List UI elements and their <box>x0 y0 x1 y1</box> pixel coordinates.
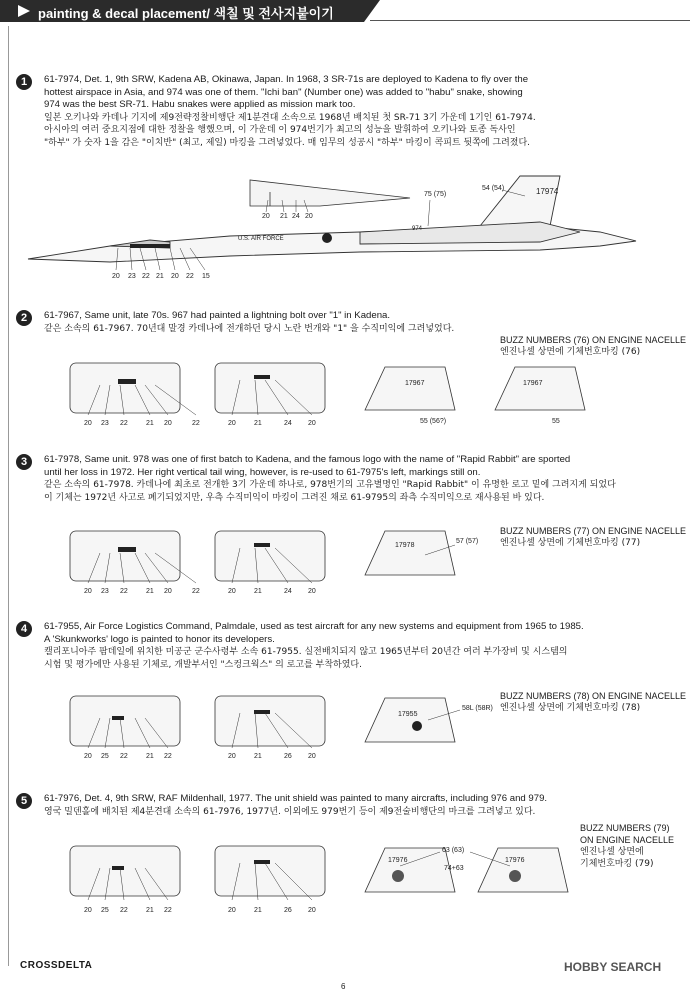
label: 21 <box>146 907 154 914</box>
label: 22 <box>164 753 172 760</box>
tail-number: 17974 <box>536 187 559 196</box>
label: 20 <box>228 420 236 427</box>
label: 21 <box>146 420 154 427</box>
label: 22 <box>192 420 200 427</box>
label: 21 <box>146 753 154 760</box>
buzz-en: BUZZ NUMBERS (78) ON ENGINE NACELLE <box>500 691 687 701</box>
callout: 54 (54) <box>482 185 505 192</box>
label: 20 <box>308 753 316 760</box>
ko-line: 이 기체는 1972년 사고로 폐기되었지만, 우측 수직미익이 마킹이 그려진 채로 61-9795의 좌측 수직미익으로 재사용된 바 있다. <box>44 492 545 503</box>
unit-shield-icon <box>509 870 521 882</box>
label: 22 <box>192 588 200 595</box>
label: 20 <box>84 907 92 914</box>
en-line: hottest airspace in Asia, and 974 was one of them. "Ichi ban" (Number one) was added to "habu" snake, showing <box>44 86 523 98</box>
label: 21 <box>254 588 262 595</box>
tail-number: 17967 <box>405 380 425 387</box>
label: 20 <box>84 588 92 595</box>
callout: 63 (63) <box>442 847 465 854</box>
en-line: 61-7955, Air Force Logistics Command, Palmdale, used as test aircraft for any new systems and equipment from 1965 to 1985. <box>44 621 584 632</box>
brand-logo: CROSSDELTA <box>20 960 93 971</box>
sr71-side-view <box>0 160 690 290</box>
section-text <box>44 74 664 149</box>
label: 20 <box>228 907 236 914</box>
en-line: A 'Skunkworks' logo is painted to honor its developers. <box>44 633 275 645</box>
buzz-ko: 기체번호마킹 (79) <box>580 859 654 869</box>
label: 20 <box>171 273 179 280</box>
tail-number: 17976 <box>388 857 408 864</box>
callout: 57 (57) <box>456 538 479 545</box>
label: 21 <box>254 420 262 427</box>
section-number: 5 <box>16 793 32 809</box>
callout: 74+63 <box>444 865 464 872</box>
buzz-ko: 엔진나셀 상면에 기체번호마킹 (77) <box>500 538 641 548</box>
watermark: HOBBY SEARCH <box>564 960 662 974</box>
callout: 55 <box>552 418 560 425</box>
label: 22 <box>120 907 128 914</box>
label: 20 <box>228 753 236 760</box>
page-header <box>0 0 690 22</box>
buzz-en: BUZZ NUMBERS (76) ON ENGINE NACELLE <box>500 335 687 345</box>
nacelle-number: 974 <box>412 226 423 232</box>
en-line: 61-7974, Det. 1, 9th SRW, Kadena AB, Okinawa, Japan. In 1968, 3 SR-71s are deployed to Kadena to fly over the <box>44 74 529 85</box>
label: 20 <box>84 420 92 427</box>
callout: 55 (56?) <box>420 418 447 425</box>
ko-line: 캘리포니아주 팜데일에 위치한 미공군 군수사령부 소속 61-7955. 실전배치되지 않고 1965년부터 20년간 여러 부가장비 및 시스템의 <box>44 647 568 657</box>
label: 20 <box>112 273 120 280</box>
en-line: 61-7978, Same unit. 978 was one of first batch to Kadena, and the famous logo with the name of "Rapid Rabbit" are sported <box>44 454 571 465</box>
tail-number: 17976 <box>505 857 525 864</box>
section-number: 2 <box>16 310 32 326</box>
buzz-en: BUZZ NUMBERS (77) ON ENGINE NACELLE <box>500 526 687 536</box>
cockpit-mark <box>130 244 170 248</box>
label: 23 <box>101 588 109 595</box>
label: 21 <box>254 907 262 914</box>
label: 24 <box>284 588 292 595</box>
ko-line: 아시아의 여러 중요지점에 대한 정찰을 행했으며, 이 가운데 이 974번기가 최고의 성능을 발휘하여 오키나와 토종 독사인 <box>44 125 516 135</box>
en-line: 61-7976, Det. 4, 9th SRW, RAF Mildenhall, 1977. The unit shield was painted to many aircrafts, including 976 and 979. <box>44 793 548 804</box>
section-text <box>44 621 664 671</box>
section-text <box>44 793 664 818</box>
ko-line: 일본 오키나와 카데나 기지에 제9전략정찰비행단 제1분견대 소속으로 1968년 배치된 첫 SR-71 3기 가운데 1기인 61-7974. <box>44 112 536 123</box>
section-text <box>44 310 664 335</box>
label: 20 <box>308 907 316 914</box>
ko-line: 영국 밀덴홀에 배치된 제4분견대 소속의 61-7976, 1977년. 이외에도 979번기 등이 제9전술비행단의 마크를 그려넣고 있다. <box>44 806 536 817</box>
label: 22 <box>186 273 194 280</box>
en-line: until her loss in 1972. Her right vertical tail wing, however, is re-used to 61-7975's left, markings still on. <box>44 466 481 478</box>
label: 26 <box>284 753 292 760</box>
section-5-diagrams <box>0 840 690 920</box>
label: 22 <box>120 588 128 595</box>
page-number: 6 <box>341 982 346 991</box>
label: 15 <box>202 273 210 280</box>
en-line: 974 was the best SR-71. Habu snakes were applied as mission mark too. <box>44 99 356 110</box>
buzz-ko: 엔진나셀 상면에 기체번호마킹 (76) <box>500 347 641 357</box>
label: 22 <box>120 753 128 760</box>
label: 20 <box>308 588 316 595</box>
en-line: 61-7967, Same unit, late 70s. 967 had painted a lightning bolt over "1" in Kadena. <box>44 310 391 321</box>
ko-line: 시험 및 평가에만 사용된 기체로, 개발부서인 "스컹크웍스" 의 로고를 부착하였다. <box>44 659 362 670</box>
header-rule <box>370 20 690 21</box>
label: 20 <box>84 753 92 760</box>
unit-shield-icon <box>392 870 404 882</box>
label: 25 <box>101 907 109 914</box>
tail-number: 17978 <box>395 542 415 549</box>
section-2-diagrams <box>0 355 690 435</box>
callout: 75 (75) <box>424 191 447 198</box>
section-number: 4 <box>16 621 32 637</box>
section-4-diagrams <box>0 690 690 765</box>
section-text <box>44 454 664 504</box>
usaf-insignia-icon <box>322 233 332 243</box>
label: 20 <box>164 420 172 427</box>
skunkworks-logo-icon <box>412 721 422 731</box>
label: 20 <box>308 420 316 427</box>
label: 20 <box>164 588 172 595</box>
header-title: painting & decal placement/ 색칠 및 전사지붙이기 <box>38 6 334 21</box>
section-number: 1 <box>16 74 32 90</box>
label: 22 <box>164 907 172 914</box>
header-arrow-icon <box>18 5 30 17</box>
buzz-ko: 엔진나셀 상면에 기체번호마킹 (78) <box>500 703 641 713</box>
buzz-ko: 엔진나셀 상면에 <box>580 847 644 857</box>
section-3-diagrams <box>0 525 690 600</box>
label: 24 <box>292 213 300 220</box>
ko-line: 같은 소속의 61-7967. 70년대 말경 카데나에 전개하던 당시 노란 번개와 "1" 을 수직미익에 그려넣었다. <box>44 323 455 334</box>
label: 20 <box>262 213 270 220</box>
label: 24 <box>284 420 292 427</box>
label: 25 <box>101 753 109 760</box>
fuselage-text: U.S. AIR FORCE <box>238 236 284 242</box>
label: 20 <box>228 588 236 595</box>
callout: 58L (58R) <box>462 705 493 712</box>
label: 21 <box>254 753 262 760</box>
buzz-en: ON ENGINE NACELLE <box>580 835 675 845</box>
label: 26 <box>284 907 292 914</box>
label: 22 <box>120 420 128 427</box>
label: 23 <box>128 273 136 280</box>
label: 21 <box>156 273 164 280</box>
ko-line: 같은 소속의 61-7978. 카데나에 최초로 전개한 3기 가운데 하나로, 978번기의 고유별명인 "Rapid Rabbit" 이 유명한 로고 밑에 그려지게 되었다 <box>44 480 616 490</box>
label: 23 <box>101 420 109 427</box>
label: 20 <box>305 213 313 220</box>
tail-number: 17955 <box>398 711 418 718</box>
section-number: 3 <box>16 454 32 470</box>
ko-line: "하부" 가 숫자 1을 감은 "이치반" (최고, 제일) 마킹을 그려넣었다. 매 임무의 성공시 "하부" 마킹이 콕피트 뒷쪽에 그려졌다. <box>44 137 531 148</box>
buzz-en: BUZZ NUMBERS (79) <box>580 823 670 833</box>
tail-number: 17967 <box>523 380 543 387</box>
label: 21 <box>280 213 288 220</box>
label: 22 <box>142 273 150 280</box>
label: 21 <box>146 588 154 595</box>
